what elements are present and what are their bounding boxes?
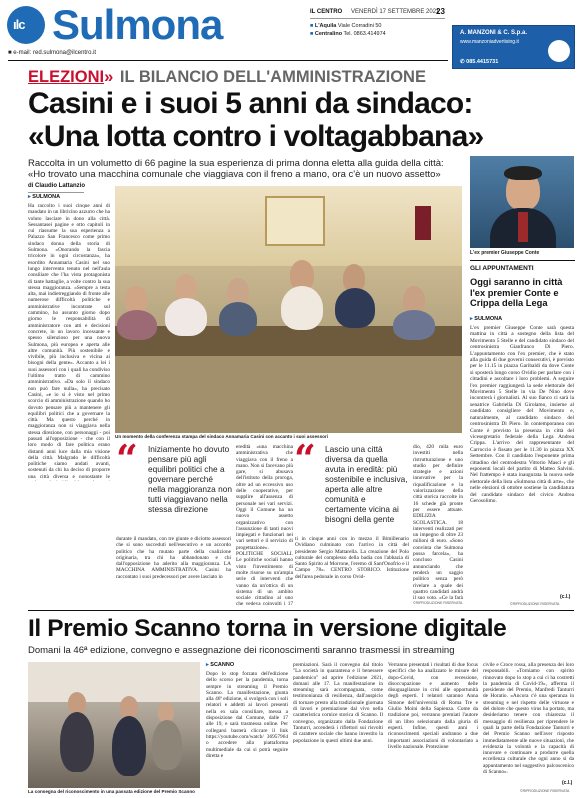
- quote-mark-icon: “: [294, 436, 316, 481]
- article2-dateline: ▸ SCANNO: [206, 662, 235, 668]
- tag-label: ELEZIONI: [28, 68, 105, 86]
- sidebar-body: L'ex premier Giuseppe Conte sarà questa mattina in città a sostegno della lista del Movimento 5 Stelle e del candidato sindaco del centrosinistra Gianfranco Di Piero. L'appuntamento con l'ex premier, che è stato alla guida di due governi consecutivi, è previsto per le 11.15 in piazza Garibaldi da dove Conte si sposterà lungo corso Ovidio per parlare con i cittadini e ascoltare i loro problemi. A seguire l'ex premier raggiungerà la sede elettorale del Movimento 5 Stelle in via De Nino dove incontrerà i giornalisti. Al suo fianco ci sarà la senatrice Gabriella Di Girolamo, insieme al candidato consigliere del Movimento e, naturalmente, al candidato sindaco del centrosinistra Di Piero. In contemporanea con Conte è previsto la presenza in città del vicesegretario federale della Lega Andrea Crippa. L'arrivo del rappresentante del Carroccio è fissato per le 11.30 in piazza XX Settembre. Con il candidato l'esponente prima cittadino del centrodestra Vittorio Masci e gli esponenti locali del partito di Matteo Salvini. Nel frattempo è stata inaugurata la nuova sede elettorale della lista «Sulmona città di arte», che nelle elezioni di ottobre sostiene la candidatura del candidato sindaco del civico Andrea Gerosolimo.: [470, 325, 574, 504]
- phone-icon: ■: [310, 23, 314, 29]
- article2-headline: Il Premio Scanno torna in versione digitale: [28, 615, 507, 642]
- sidebar-section-label: GLI APPUNTAMENTI: [470, 265, 534, 272]
- article2-column-2: premiazioni. Sarà il convegno dal titolo "La società in quarantena e il benessere pandemico" ad aprire l'edizione 2021, domani alle 17. La manifestazione in streaming sarà accompagnata, come testimonianza di resilienza, dall'auspicio di tornare presto alla tradizionale giornata di lavori e premiazione dal vivo nella caratteristica cornice storica di Scanno. Il convegno, organizzato dalla Fondazione Tanturri, accenderà i riflettori sui risvolti di carattere sociale che hanno investito la popolazione in questi ultimi due anni.: [293, 662, 383, 744]
- pull-quote-2: Lascio una città diversa da quella avuta in eredità: più sostenibile e inclusiva, aperta alle altre comunità e certamente vicina ai bisogni della gente: [325, 444, 408, 524]
- overline: ELEZIONI» IL BILANCIO DELL'AMMINISTRAZIONE: [28, 68, 426, 86]
- ad-website: www.manzoniadvertising.it: [460, 39, 519, 45]
- byline: di Claudio Lattanzio: [28, 183, 85, 189]
- scanno-photo: [28, 662, 200, 788]
- paper-name: IL CENTRO: [310, 9, 343, 15]
- article1-credit: ©RIPRODUZIONE RISERVATA: [413, 601, 463, 605]
- sidebar-top-rule: [470, 260, 575, 261]
- byline-rule: [28, 192, 84, 193]
- article1-column-5: dio, 420 mila euro investiti nella ristrutturazione e uno studio per definire strategie e azioni innovative per la riqualificazione e la valorizzazione della città storica raccolte in 16 schede già pronte per essere attuate. EDILIZIA SCOLASTICA. 18 interventi realizzati per un impegno di oltre 23 milioni di euro. «Sono convinta che Sulmona possa farcela», ha concluso Casini annunciando che renderà un saggio politico senza però rivelare a quale dei quattro candidati andrà il suo voto. «Ce la farà: [413, 444, 463, 600]
- pull-quote-1: Iniziamente ho dovuto pensare più agli equilibri politici che a governare perché nella maggioranza non tutti viaggiavano nella stessa direzione: [148, 444, 232, 514]
- address-line-1: ■ L'Aquila Viale Corradini 50: [310, 23, 382, 29]
- ad-phone: ✆ 085.4415731: [460, 59, 499, 65]
- sidebar-headline: Oggi saranno in città l'ex premier Conte e Crippa della Lega: [470, 277, 563, 308]
- header-rule: [8, 60, 448, 61]
- conference-photo: [115, 186, 462, 433]
- conference-photo-caption: Un momento della conferenza stampa del sindaco Annamaria Casini con accanto i suoi assessori: [115, 434, 328, 439]
- issue-date: VENERDÌ 17 SETTEMBRE 2021: [351, 9, 440, 15]
- email-line: ■ e-mail: red.sulmona@ilcentro.it: [8, 50, 97, 56]
- article1-column-4: ti in cinque anni con in mezzo il Bimillenario Ovidiano culminato con l'arrivo in città del presidente Sergio Mattarella. La creazione del Polo culturale del complesso della badia con l'abbazia di Santo Spirito al Morrone, l'eremo di Sant'Onofrio e il Campo 78». CENTRO STORICO. Istituzione dell'area pedonale in corso Ovid-: [295, 536, 409, 580]
- mail-icon: ■: [8, 50, 12, 56]
- article2-column-4: civile e Croce rossa, alla presenza dei loro responsabili. «Torniamo con spirito rinnovato dopo lo stop a cui ci ha costretti la pandemia di Covid-19», afferma il presidente del Premio, Manfredi Tanturri de Horatio. «Ancora c'è una speranza in streaming e nel rispetto delle virtuose e del dolore che questo virus ha portato, ma desideriamo tenere con chiarezza il messaggio di resilienza per riprendere le quali la parte della Fondazione Tanturri e del Premio Scanno nell'aver risposto immediatamente alle nuove situazioni, che evidenzia la volontà e la capacità di innovare e continuare a produrre quella eccellenza culturale che ogni anno si da appuntamento nel suggestivo palcoscenico di Scanno».: [483, 662, 574, 776]
- logo-circle: ılc: [7, 6, 45, 44]
- article1-column-3: eredità «una macchina amministrativa che viaggiava con il freno a mano. Non si facevano più gare, si abusava dell'istituto della proroga, oltre ad un eccessivo uso delle cooperative, per supplire all'assenza di personale nei vari servizi. Oggi il Comune ha un nuovo assetto organizzativo con l'assunzione di tanti nuovi impiegati e funzionari nei vari settori e il servizio di progettazione». POLITICHE SOCIALI. Le politiche sociali hanno visto l'investimento di molte risorse su un'ampia serie di interventi che vanno da un'ottica di un sistema di un ambito sociale cittadino al uno che vedeva coinvolti i 17: [236, 444, 293, 606]
- sidebar-signature: (c.l.): [560, 594, 571, 600]
- subhead: Raccolta in un volumetto di 66 pagine la sua esperienza di prima donna eletta alla guida della città: «Ho trovato una macchina comunale che viaggiava con il freno a mano, ora c'è un nuovo assetto»: [28, 158, 444, 180]
- page-number: 23: [436, 7, 445, 16]
- sidebar-dateline: ▸ SULMONA: [470, 316, 503, 322]
- section-title: Sulmona: [52, 1, 223, 48]
- ad-logo: [548, 40, 570, 62]
- scanno-photo-caption: La consegna del riconoscimento in una passata edizione del Premio Scanno: [28, 789, 195, 794]
- advertising-box[interactable]: [452, 25, 575, 69]
- sidebar-credit: ©RIPRODUZIONE RISERVATA: [510, 602, 560, 606]
- article1-column-1: Ha raccolto i suoi cinque anni di mandato in un libricino azzurro che ha voluto lasciare in dono alla città. Sessantasei pagine e otto capitoli in cui riassume la sua esperienza a Palazzo San Francesco come primo sindaco donna della storia di Sulmona. «Onorando la fascia tricolore in ogni circostanza», ha esordito Annamaria Casini nel suo lungo intervento tenuto nel nell'aula consiliare che l'ha vista protagonista di tante battaglie, a volte contro la sua stessa maggioranza. «Sempre a testa alta, mai indietreggiando di fronte alle numerose difficoltà politiche e amministrative incontrate sul cammino, ho assunto giorno dopo giorno le responsabilità di amministratore con atti e decisioni concrete, in un lavoro incessante e spesso silenzioso per una nuova Sulmona, più europea e aperta alle altre comunità. Più sostenibile e vivibile, più inclusiva e vicina ai bisogni della gente». Accanto a lei i suoi assessori con i quali ha condiviso l'ultimo tratto di cammino amministrativo. «Da solo il sindaco non può fare nulla», ha precisato Casini, «e io si è visto nel primo scorcio di amministrazione quando ho dovuto pensare più a mantenere gli equilibri politici che a governare la città. Ma questo perché in maggioranza non si viaggiava nella stessa direzione, con personaggi - poi passati all'opposizione - che con il loro modo di fare politica erano distanti anni luce dalla mia visione della città. Malgrado le difficoltà politiche siamo andati avanti, sostenuti da chi ha deciso di proporre una città diversa e nonostante le: [28, 203, 110, 480]
- overline-text: IL BILANCIO DELL'AMMINISTRAZIONE: [119, 68, 426, 86]
- phone-icon: ■: [310, 31, 314, 37]
- dateline: ▸ SULMONA: [28, 194, 61, 200]
- portrait-caption: L'ex premier Giuseppe Conte: [470, 250, 540, 256]
- masthead-rule: [310, 18, 445, 19]
- article1-column-2: durante il mandato, con tre giunte e diciotto assessori che si sono succeduti nell'esecutivo e un accordo politico che ha mutato parte della coalizione originaria, tra chi ha abbandonato e chi dall'opposizione ha aderito alla maggioranza. LA MACCHINA AMMINISTRATIVA. Casini ha raccontato i suoi predecessori per avere lasciato in: [116, 536, 231, 580]
- article2-column-1: Dopo lo stop forzato dell'edizione dello scorso per la pandemia, torna sempre in streaming il Premio Scanno. La manifestazione, giunta alla 46ª edizione, si svolgerà con i soli relatori e addetti ai lavori presenti nella ex sala consiliare, messa a disposizione dal Comune, dalle 17 alle 19, e sarà trasmessa online. Per collegarsi basterà cliccare il link https://youtube.com/watch/ 36957964 o accedere alla piattaforma multimediale da cui si potrà seguire diretta e: [206, 671, 288, 759]
- article2-credit: ©RIPRODUZIONE RISERVATA: [520, 789, 570, 793]
- article2-subhead: Domani la 46ª edizione, convegno e assegnazione dei riconoscimenti saranno trasmessi in streaming: [28, 645, 455, 656]
- conte-portrait: [470, 156, 574, 248]
- article2-signature: (c.l.): [562, 780, 573, 786]
- article2-column-3: Verranno presentati i risultati di due focus specifici che ha analizzato le misure del dopo-Covid, con recessione, disoccupazione e aumento delle disuguaglianze in crisi alle opportunità degli esperti. I relatori saranno Anna Simone dell'università di Roma Tre e Giulio Moini della Sapienza. Come da tradizione poi, verranno premiati l'autore di un libro selezionato dalla giuria di esperti. Infine, questi anni i riconoscimenti speciali andranno a due importanti associazioni di volontariato a livello nazionale. Protezione: [388, 662, 478, 750]
- address-line-2: ■ Centralino Tel. 0863.414974: [310, 31, 386, 37]
- headline-line-1: Casini e i suoi 5 anni da sindaco:: [28, 87, 473, 120]
- phone-icon: ✆: [460, 59, 465, 65]
- quote-mark-icon: “: [116, 436, 138, 481]
- headline-line-2: «Una lotta contro i voltagabbana»: [28, 120, 484, 153]
- article2-rule: [28, 610, 574, 611]
- ad-company: A. MANZONI & C. S.p.a.: [460, 30, 528, 36]
